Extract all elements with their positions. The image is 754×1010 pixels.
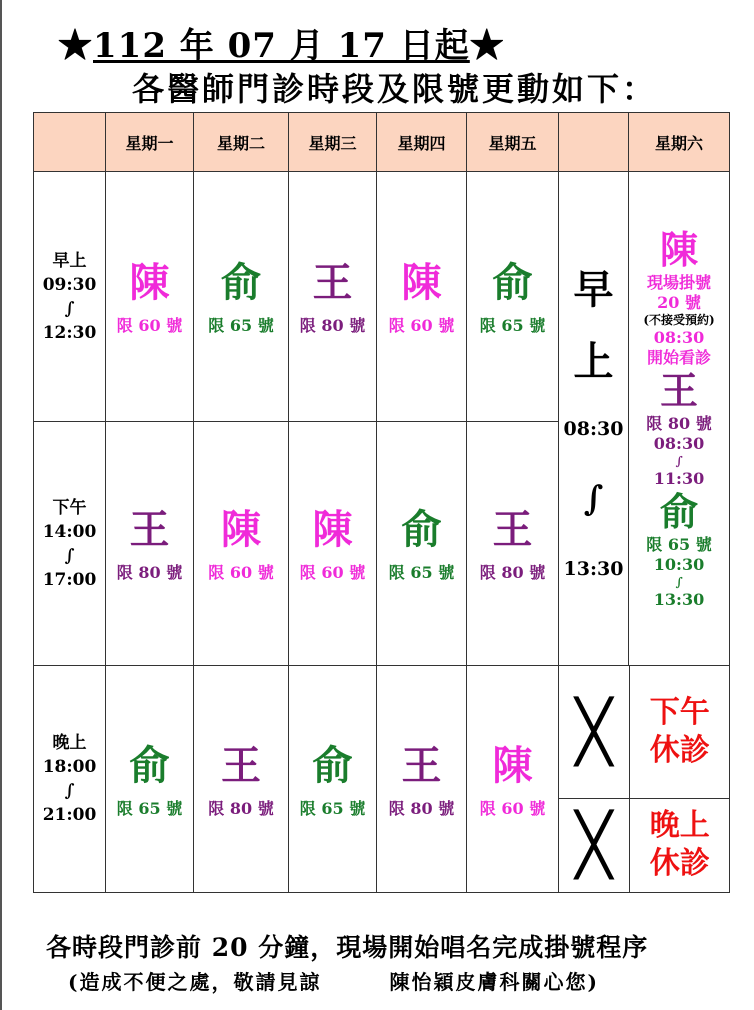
limit-text: 限 80 號 [388,798,455,818]
sat-chen-line: (不接受預約) [643,313,715,327]
doctor-name: 王 [129,506,170,553]
header-cell: 星期六 [629,113,730,172]
doctor-name: 陳 [221,506,261,553]
closed-line: 下午 [649,694,710,730]
time-text: 11:30 [653,469,705,488]
closed-line: 休診 [649,732,710,768]
period-start: 18:00 [42,757,97,777]
doctor-cell [377,172,467,422]
limit-text: 限 60 號 [299,563,366,582]
doctor-name: 陳 [492,741,533,789]
limit-text: 限 60 號 [116,316,183,335]
table-row-evening [34,666,730,893]
limit-text: 限 80 號 [299,316,366,335]
header-cell: 星期二 [194,113,289,172]
cross-icon: ╳ [575,696,612,767]
limit-text: 限 80 號 [646,414,712,433]
sat-chen-line: 現場掛號 [646,273,711,292]
doctor-cell [377,666,467,893]
doctor-cell [467,172,559,422]
closed-x-cell [559,798,629,892]
header-cell [34,113,106,172]
doctor-cell [106,422,194,666]
closed-x-cell [559,666,629,798]
sat-chen-line: 20 號 [657,293,701,312]
star-icon: ★ [58,26,93,66]
doctor-name: 俞 [129,741,170,789]
doctor-name: 陳 [129,259,170,306]
header-cell: 星期三 [289,113,377,172]
doctor-cell [289,422,377,666]
doctor-cell [289,172,377,422]
sat-morning-char: 上 [573,337,614,385]
header-cell: 星期五 [467,113,559,172]
limit-text: 限 80 號 [208,798,274,818]
sat-morning-start: 08:30 [563,417,624,440]
period-morning [34,172,106,422]
period-tilde: ∫ [64,298,75,319]
period-end: 17:00 [42,569,97,590]
doctor-name: 俞 [221,259,261,306]
header-cell: 星期四 [377,113,467,172]
doctor-name: 王 [312,259,353,306]
apology-text: (造成不便之處，敬請見諒 [68,970,322,994]
period-start: 09:30 [42,274,97,295]
doctor-cell [377,422,467,666]
afternoon-closed-cell [629,666,730,798]
clinic-schedule-table [33,112,730,893]
limit-text: 限 60 號 [208,563,274,582]
limit-text: 限 80 號 [116,563,183,582]
doctor-cell [194,172,289,422]
header-row [34,113,730,172]
header-cell [559,113,629,172]
closing-note [68,966,599,995]
limit-text: 限 65 號 [646,535,712,554]
sat-yu-block [629,489,729,610]
doctor-cell [467,422,559,666]
page-title [58,18,505,67]
cross-icon: ╳ [575,810,612,881]
doctor-cell [467,666,559,893]
period-label: 晚上 [52,733,87,753]
doctor-name: 陳 [659,227,698,272]
limit-text: 限 60 號 [388,316,455,335]
sat-chen-line: 08:30 [653,328,705,347]
doctor-cell [289,666,377,893]
registration-note: 各時段門診前 20 分鐘，現場開始唱名完成掛號程序 [46,933,649,962]
time-text: 10:30 [653,555,705,574]
saturday-morning-label [559,172,629,666]
limit-text: 限 65 號 [208,316,274,335]
period-label: 下午 [52,497,87,518]
table-row-morning [34,172,730,422]
period-label: 早上 [52,250,87,271]
doctor-cell [194,422,289,666]
period-evening [34,666,106,893]
closed-line: 晚上 [649,808,710,844]
doctor-name: 俞 [312,741,353,789]
doctor-name: 陳 [312,506,353,553]
sat-chen-block [629,227,729,368]
doctor-name: 俞 [401,506,442,553]
period-afternoon [34,422,106,666]
limit-text: 限 60 號 [479,798,546,818]
period-end: 21:00 [42,805,97,825]
header-cell: 星期一 [106,113,194,172]
period-start: 14:00 [42,521,97,542]
limit-text: 限 80 號 [479,563,546,582]
limit-text: 限 65 號 [388,563,455,582]
clinic-signature: 陳怡穎皮膚科關心您) [389,970,599,994]
start-date: 112 年 07 月 17 日起 [93,26,470,66]
evening-closed-cell [629,798,730,892]
limit-text: 限 65 號 [479,316,546,335]
star-icon: ★ [469,26,505,66]
saturday-closed-cell [559,666,730,893]
limit-text: 限 65 號 [299,798,366,818]
sat-morning-end: 13:30 [563,557,624,580]
doctor-cell [106,172,194,422]
limit-text: 限 65 號 [116,798,183,818]
time-tilde: ∫ [675,575,683,589]
doctor-name: 王 [221,741,261,789]
doctor-name: 王 [492,506,533,553]
sat-morning-char: 早 [573,265,614,313]
time-text: 08:30 [653,434,705,453]
sat-morning-tilde: ∫ [583,478,604,519]
page-edge [0,0,2,1010]
page-subtitle: 各醫師門診時段及限號更動如下： [132,70,658,108]
closed-subtable [559,666,730,892]
sat-chen-line: 開始看診 [646,348,711,367]
doctor-name: 陳 [401,259,442,306]
time-text: 13:30 [653,590,705,609]
period-tilde: ∫ [64,545,75,566]
closed-line: 休診 [649,846,710,882]
sat-wang-block [629,368,729,489]
doctor-cell [106,666,194,893]
saturday-schedule-cell [629,172,730,666]
doctor-cell [194,666,289,893]
doctor-name: 王 [659,368,698,413]
period-end: 12:30 [42,322,97,343]
period-tilde: ∫ [64,781,75,801]
doctor-name: 俞 [659,489,698,534]
doctor-name: 王 [401,741,442,789]
doctor-name: 俞 [492,259,533,306]
time-tilde: ∫ [675,454,683,468]
